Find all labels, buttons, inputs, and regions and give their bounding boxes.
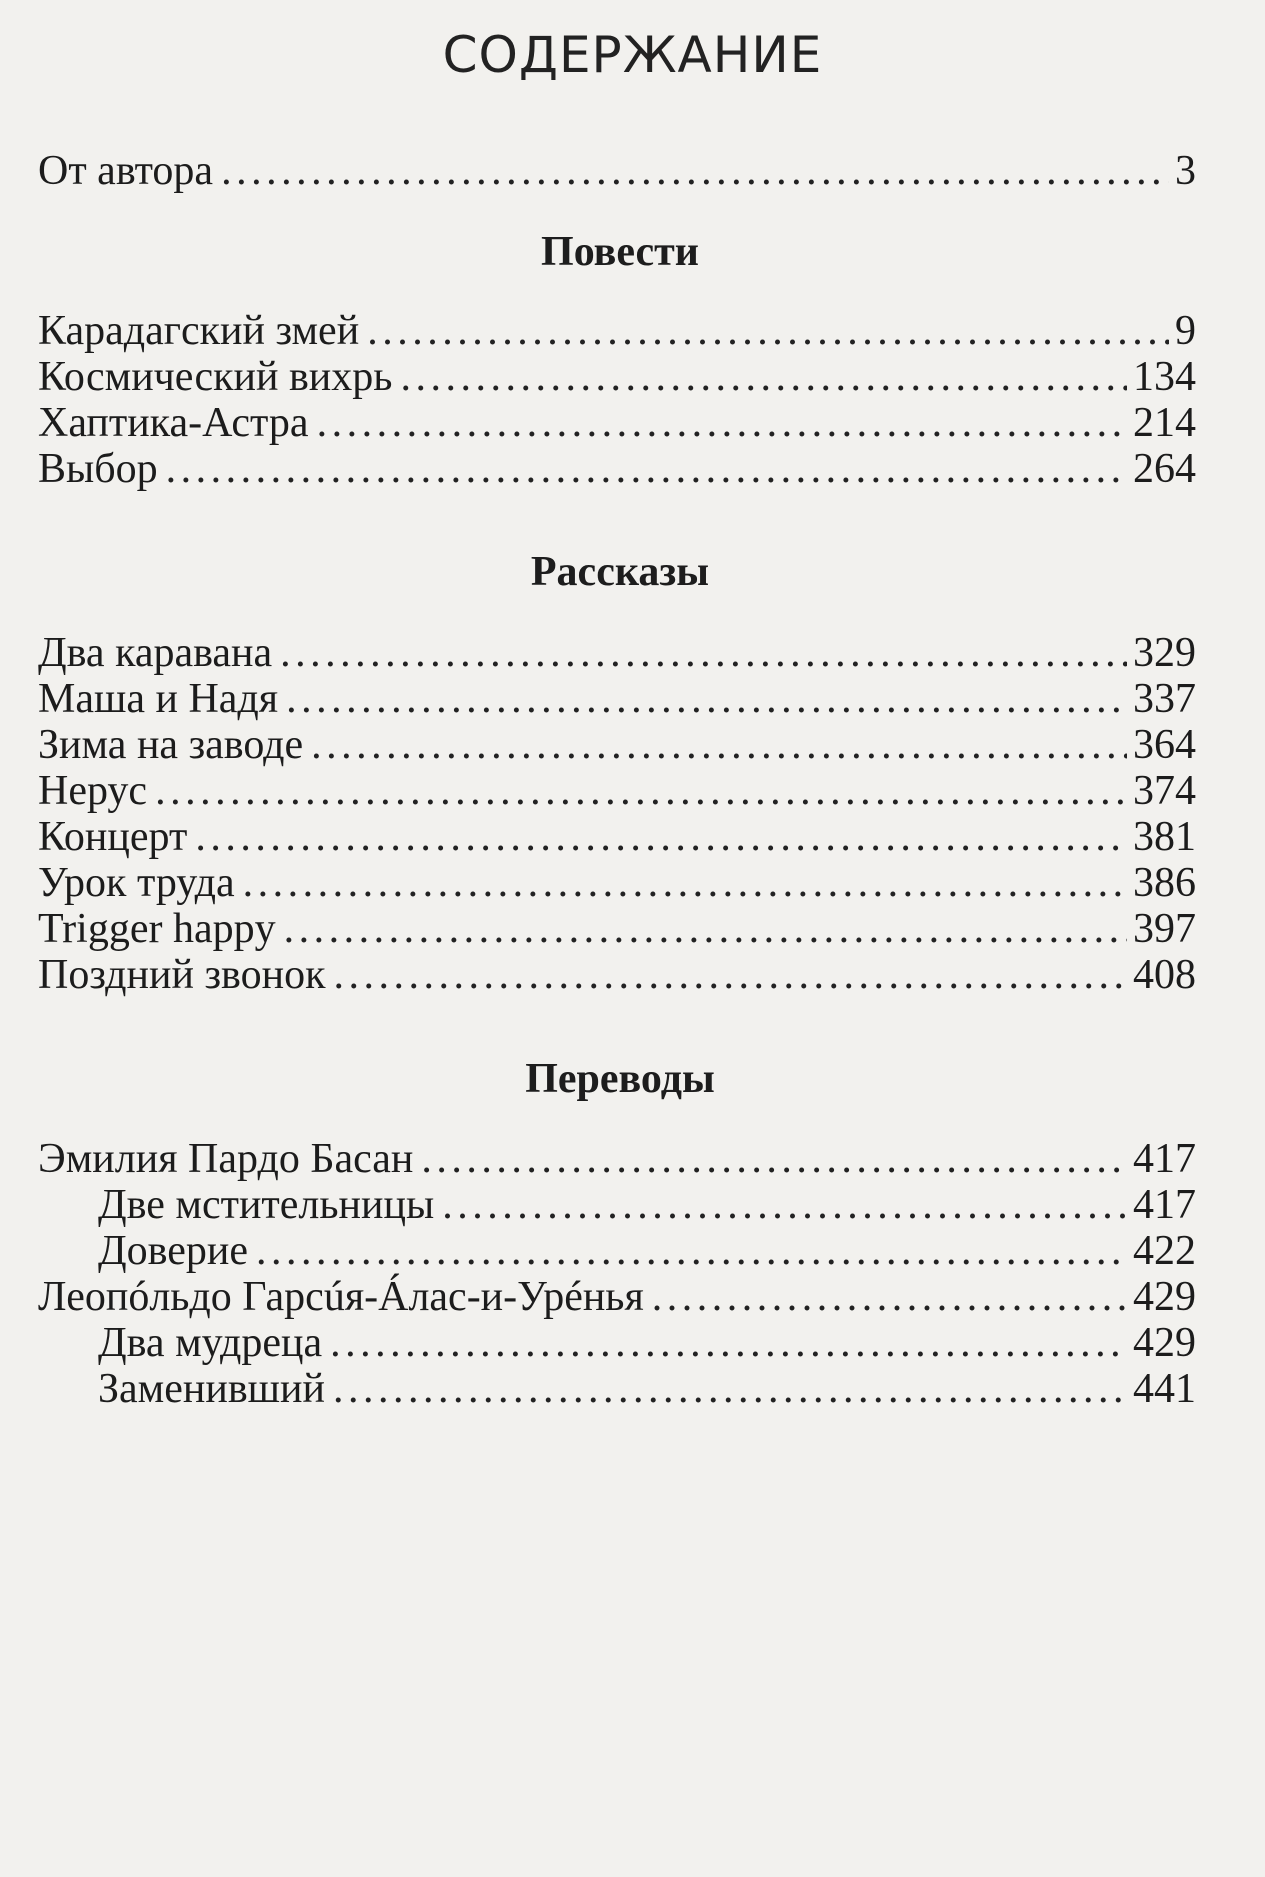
toc-entry-page: 9 [1175, 308, 1196, 354]
toc-entry-title: Выбор [38, 446, 158, 492]
toc-entry-title: Концерт [38, 814, 188, 860]
toc-entry-title: Леопóльдо Гарсúя-Áлас-и-Урéнья [38, 1274, 644, 1320]
toc-entry-title: От автора [38, 148, 214, 194]
toc-entry [38, 1133, 1196, 1185]
dot-leader [166, 443, 1127, 495]
toc-subentry [98, 1225, 1196, 1277]
dot-leader [421, 1133, 1127, 1185]
toc-entry-title: Два мудреца [98, 1320, 323, 1366]
toc-entry [38, 351, 1196, 403]
dot-leader [317, 397, 1127, 449]
dot-leader [652, 1271, 1127, 1323]
toc-entry-title: Эмилия Пардо Басан [38, 1136, 414, 1182]
toc-entry-page: 441 [1133, 1366, 1196, 1412]
toc-entry-title: Урок труда [38, 860, 235, 906]
toc-entry-page: 214 [1133, 400, 1196, 446]
toc-subentry [98, 1179, 1196, 1231]
toc-subentry [98, 1317, 1196, 1369]
section-heading-rasskazy: Рассказы [530, 549, 710, 595]
dot-leader [311, 719, 1127, 771]
toc-entry-page: 429 [1133, 1274, 1196, 1320]
toc-entry [38, 765, 1196, 817]
section-heading-perevody: Переводы [525, 1056, 715, 1102]
dot-leader [442, 1179, 1127, 1231]
toc-entry-title: Два каравана [38, 630, 273, 676]
dot-leader [367, 305, 1169, 357]
page-title: СОДЕРЖАНИЕ [442, 26, 823, 84]
toc-entry-title: Хаптика-Астра [38, 400, 309, 446]
toc-entry [38, 811, 1196, 863]
dot-leader [221, 145, 1169, 197]
toc-entry-page: 364 [1133, 722, 1196, 768]
toc-entry-title: Заменивший [98, 1366, 325, 1412]
toc-entry-intro [38, 145, 1196, 197]
dot-leader [400, 351, 1127, 403]
toc-entry-page: 417 [1133, 1136, 1196, 1182]
toc-entry-page: 417 [1133, 1182, 1196, 1228]
section-heading-povesti: Повести [541, 229, 699, 275]
toc-entry-page: 134 [1133, 354, 1196, 400]
toc-entry [38, 857, 1196, 909]
toc-entry-page: 408 [1133, 952, 1196, 998]
toc-entry-page: 264 [1133, 446, 1196, 492]
toc-entry [38, 397, 1196, 449]
dot-leader [286, 673, 1127, 725]
toc-entry-title: Маша и Надя [38, 676, 279, 722]
toc-entry-page: 429 [1133, 1320, 1196, 1366]
toc-entry-page: 397 [1133, 906, 1196, 952]
toc-entry-title: Зима на заводе [38, 722, 304, 768]
dot-leader [243, 857, 1127, 909]
toc-entry-title: Доверие [98, 1228, 248, 1274]
dot-leader [155, 765, 1127, 817]
toc-entry [38, 719, 1196, 771]
dot-leader [256, 1225, 1127, 1277]
toc-entry [38, 673, 1196, 725]
toc-subentry [98, 1363, 1196, 1415]
toc-entry-title: Две мстительницы [98, 1182, 435, 1228]
dot-leader [333, 949, 1127, 1001]
toc-entry [38, 903, 1196, 955]
toc-entry-page: 386 [1133, 860, 1196, 906]
toc-entry-page: 381 [1133, 814, 1196, 860]
dot-leader [284, 903, 1127, 955]
dot-leader [280, 627, 1127, 679]
toc-entry-page: 3 [1175, 148, 1196, 194]
toc-entry-title: Поздний звонок [38, 952, 326, 998]
toc-entry-title: Космический вихрь [38, 354, 393, 400]
toc-entry [38, 305, 1196, 357]
toc-entry-title: Нерус [38, 768, 148, 814]
dot-leader [330, 1317, 1127, 1369]
toc-entry [38, 1271, 1196, 1323]
toc-entry [38, 949, 1196, 1001]
dot-leader [195, 811, 1127, 863]
toc-entry [38, 443, 1196, 495]
toc-entry-title: Trigger happy [38, 906, 276, 952]
toc-entry-title: Карадагский змей [38, 308, 360, 354]
toc-entry-page: 337 [1133, 676, 1196, 722]
toc-entry-page: 374 [1133, 768, 1196, 814]
toc-entry-page: 422 [1133, 1228, 1196, 1274]
dot-leader [333, 1363, 1127, 1415]
toc-entry [38, 627, 1196, 679]
toc-entry-page: 329 [1133, 630, 1196, 676]
